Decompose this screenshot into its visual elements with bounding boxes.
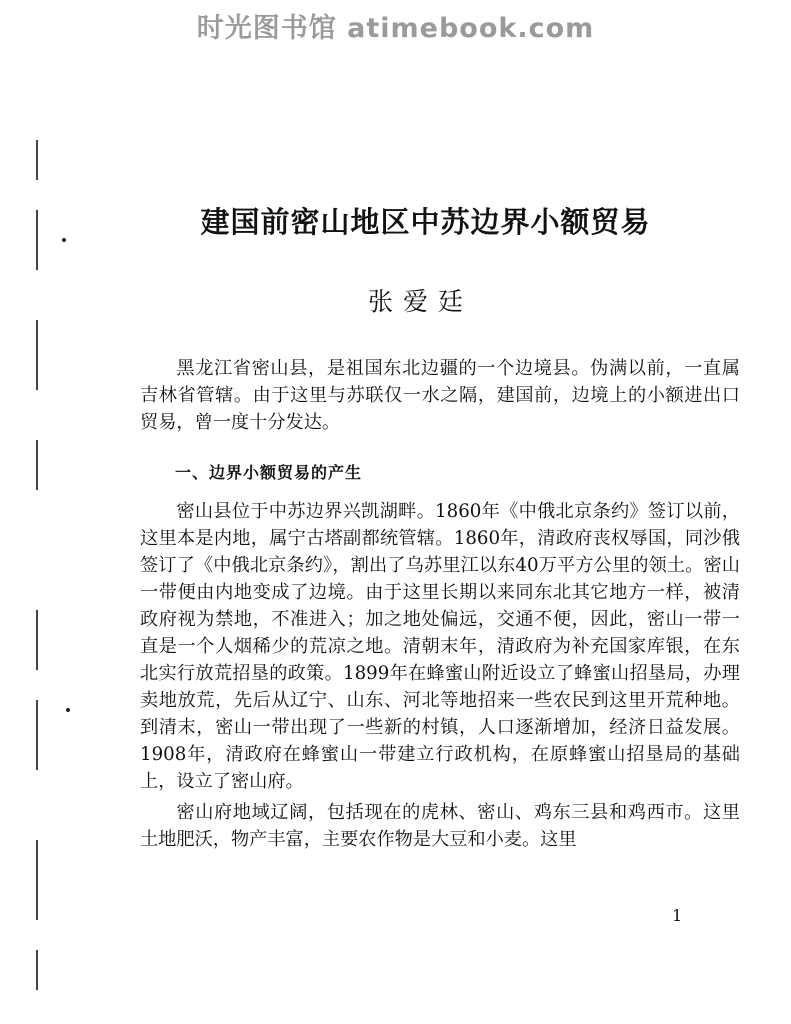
document-title: 建国前密山地区中苏边界小额贸易 bbox=[200, 205, 651, 239]
paragraph-2: 密山府地域辽阔，包括现在的虎林、密山、鸡东三县和鸡西市。这里土地肥沃，物产丰富，主要农作物是大豆和小麦。这里 bbox=[140, 802, 740, 850]
body-text bbox=[140, 498, 740, 853]
paragraph-1: 密山县位于中苏边界兴凯湖畔。1860年《中俄北京条约》签订以前，这里本是内地，属宁古塔副都统管辖。1860年，清政府丧权辱国，同沙俄签订了《中俄北京条约》，割出了乌苏里江以东40万平方公里的领土。密山一带便由内地变成了边境。由于这里长期以来同东北其它地方一样，被清政府视为禁地，不准进入；加之地处偏远，交通不便，因此，密山一带一直是一个人烟稀少的荒凉之地。清朝末年，清政府为补充国家库银，在东北实行放荒招垦的政策。1899年在蜂蜜山附近设立了蜂蜜山招垦局，办理卖地放荒，先后从辽宁、山东、河北等地招来一些农民到这里开荒种地。到清末，密山一带出现了一些新的村镇，人口逐渐增加，经济日益发展。1908年，清政府在蜂蜜山一带建立行政机构，在原蜂蜜山招垦局的基础上，设立了密山府。 bbox=[140, 501, 740, 792]
watermark-text: 时光图书馆 atimebook.com bbox=[196, 13, 595, 44]
page-number: 1 bbox=[672, 906, 683, 925]
scan-speck bbox=[66, 708, 70, 712]
document-author: 张爱廷 bbox=[367, 287, 473, 316]
intro-paragraph bbox=[140, 355, 740, 436]
intro-text: 黑龙江省密山县，是祖国东北边疆的一个边境县。伪满以前，一直属吉林省管辖。由于这里与苏联仅一水之隔，建国前，边境上的小额进出口贸易，曾一度十分发达。 bbox=[140, 358, 740, 433]
page-binding-edge bbox=[36, 140, 38, 1000]
section-heading: 一、边界小额贸易的产生 bbox=[175, 463, 363, 482]
